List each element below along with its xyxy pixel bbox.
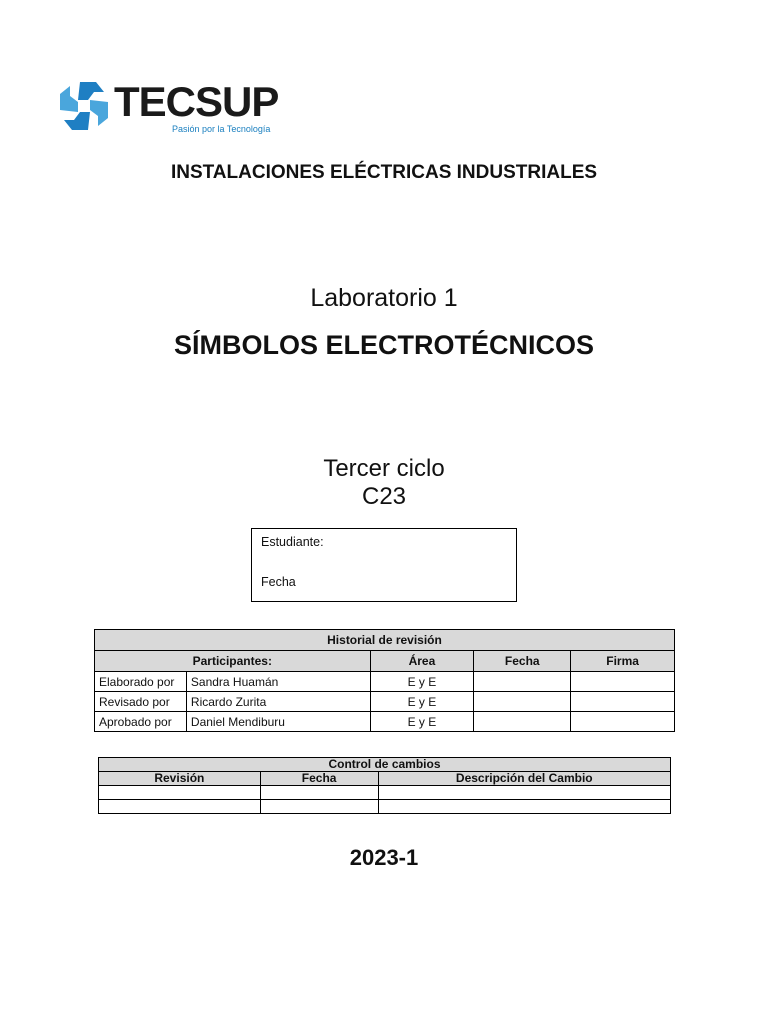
role-cell: Revisado por — [95, 692, 187, 712]
date-cell — [260, 800, 378, 814]
tecsup-logo — [56, 78, 279, 138]
column-header: Revisión — [99, 772, 261, 786]
table-row — [99, 800, 671, 814]
revision-history-title: Historial de revisión — [95, 630, 675, 651]
table-row — [95, 712, 675, 732]
name-cell: Sandra Huamán — [186, 672, 370, 692]
area-cell: E y E — [370, 672, 474, 692]
date-cell — [260, 786, 378, 800]
role-cell: Aprobado por — [95, 712, 187, 732]
logo-tagline: Pasión por la Tecnología — [172, 124, 271, 134]
revision-cell — [99, 800, 261, 814]
cycle-name: Tercer ciclo — [323, 455, 445, 482]
revision-cell — [99, 786, 261, 800]
role-cell: Elaborado por — [95, 672, 187, 692]
area-cell: E y E — [370, 692, 474, 712]
academic-period: 2023-1 — [349, 845, 419, 870]
change-control-table — [98, 757, 671, 814]
signature-cell — [571, 672, 675, 692]
signature-cell — [571, 692, 675, 712]
logo-wordmark: TECSUP — [114, 78, 279, 125]
name-cell: Ricardo Zurita — [186, 692, 370, 712]
cycle-info — [0, 455, 768, 511]
lab-number: Laboratorio 1 — [310, 284, 458, 312]
table-row — [99, 786, 671, 800]
table-row — [95, 672, 675, 692]
student-info-box — [251, 528, 517, 602]
name-cell: Daniel Mendiburu — [186, 712, 370, 732]
date-cell — [474, 712, 571, 732]
table-row — [95, 692, 675, 712]
cycle-code: C23 — [361, 483, 407, 510]
description-cell — [378, 786, 670, 800]
column-header: Firma — [571, 651, 675, 672]
column-header: Fecha — [474, 651, 571, 672]
student-label: Estudiante: — [261, 535, 324, 549]
column-header: Área — [370, 651, 474, 672]
description-cell — [378, 800, 670, 814]
signature-cell — [571, 712, 675, 732]
date-cell — [474, 692, 571, 712]
column-header: Fecha — [260, 772, 378, 786]
change-control-title: Control de cambios — [99, 758, 671, 772]
date-label: Fecha — [261, 575, 296, 589]
revision-history-table — [94, 629, 675, 732]
date-cell — [474, 672, 571, 692]
course-title: INSTALACIONES ELÉCTRICAS INDUSTRIALES — [170, 162, 598, 183]
document-title: SÍMBOLOS ELECTROTÉCNICOS — [173, 330, 595, 360]
column-header: Descripción del Cambio — [378, 772, 670, 786]
area-cell: E y E — [370, 712, 474, 732]
tecsup-logo-icon — [56, 78, 112, 134]
column-header: Participantes: — [95, 651, 371, 672]
